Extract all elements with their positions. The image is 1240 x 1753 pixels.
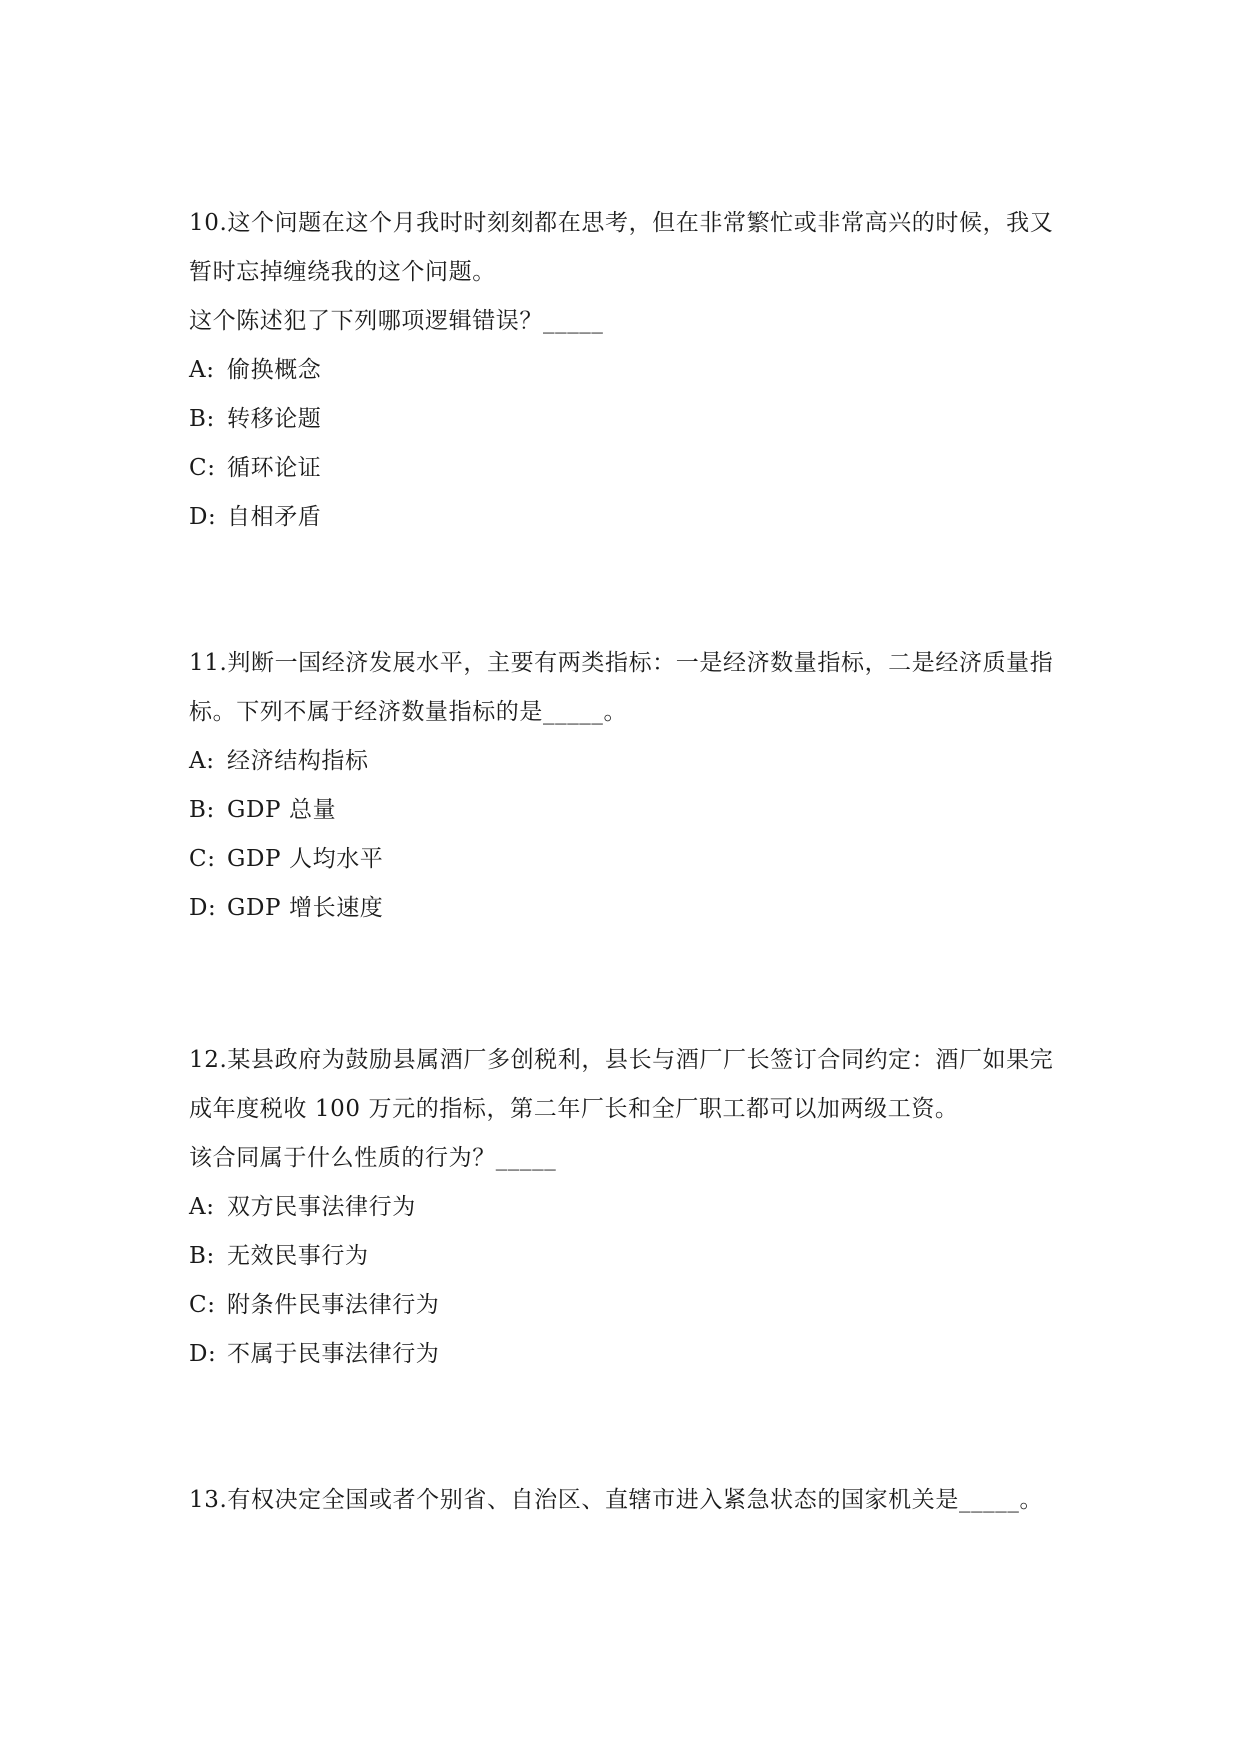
option-c (189, 835, 1059, 884)
question-stem: 10.这个问题在这个月我时时刻刻都在思考，但在非常繁忙或非常高兴的时候，我又暂时忘掉缠绕我的这个问题。 (189, 210, 1054, 285)
option-b (189, 1232, 1059, 1281)
option-b (189, 395, 1059, 444)
option-a (189, 1183, 1059, 1232)
question-stem: 11.判断一国经济发展水平，主要有两类指标：一是经济数量指标，二是经济质量指标。下列不属于经济数量指标的是_____。 (189, 650, 1054, 725)
question-stem: 13.有权决定全国或者个别省、自治区、直辖市进入紧急状态的国家机关是_____。 (189, 1487, 1044, 1513)
option-b (189, 786, 1059, 835)
option-letter: A: (189, 1194, 215, 1220)
option-text: GDP 总量 (227, 797, 337, 823)
option-letter: C: (189, 1292, 216, 1318)
option-letter: D: (189, 504, 217, 530)
option-text: 无效民事行为 (227, 1243, 369, 1269)
option-letter: A: (189, 748, 215, 774)
option-text: 附条件民事法律行为 (227, 1292, 440, 1318)
question-stem: 12.某县政府为鼓励县属酒厂多创税利，县长与酒厂厂长签订合同约定：酒厂如果完成年度税收 100 万元的指标，第二年厂长和全厂职工都可以加两级工资。 (189, 1047, 1054, 1122)
option-letter: B: (189, 797, 215, 823)
option-letter: C: (189, 455, 216, 481)
option-letter: A: (189, 357, 215, 383)
option-text: 双方民事法律行为 (227, 1194, 416, 1220)
question-10 (189, 199, 1059, 542)
option-text: GDP 增长速度 (227, 895, 384, 921)
option-c (189, 444, 1059, 493)
option-text: GDP 人均水平 (227, 846, 384, 872)
option-letter: D: (189, 895, 217, 921)
question-11 (189, 639, 1059, 933)
option-c (189, 1281, 1059, 1330)
option-letter: B: (189, 1243, 215, 1269)
option-text: 转移论题 (227, 406, 322, 432)
option-text: 偷换概念 (227, 357, 322, 383)
option-a (189, 737, 1059, 786)
option-a (189, 346, 1059, 395)
question-prompt: 该合同属于什么性质的行为？_____ (189, 1145, 557, 1171)
option-letter: D: (189, 1341, 217, 1367)
option-d (189, 493, 1059, 542)
question-12 (189, 1036, 1059, 1379)
option-text: 经济结构指标 (227, 748, 369, 774)
option-text: 不属于民事法律行为 (227, 1341, 440, 1367)
question-13 (189, 1476, 1059, 1525)
option-text: 循环论证 (227, 455, 322, 481)
option-text: 自相矛盾 (227, 504, 322, 530)
question-prompt: 这个陈述犯了下列哪项逻辑错误？_____ (189, 308, 604, 334)
option-letter: C: (189, 846, 216, 872)
option-d (189, 884, 1059, 933)
option-d (189, 1330, 1059, 1379)
option-letter: B: (189, 406, 215, 432)
